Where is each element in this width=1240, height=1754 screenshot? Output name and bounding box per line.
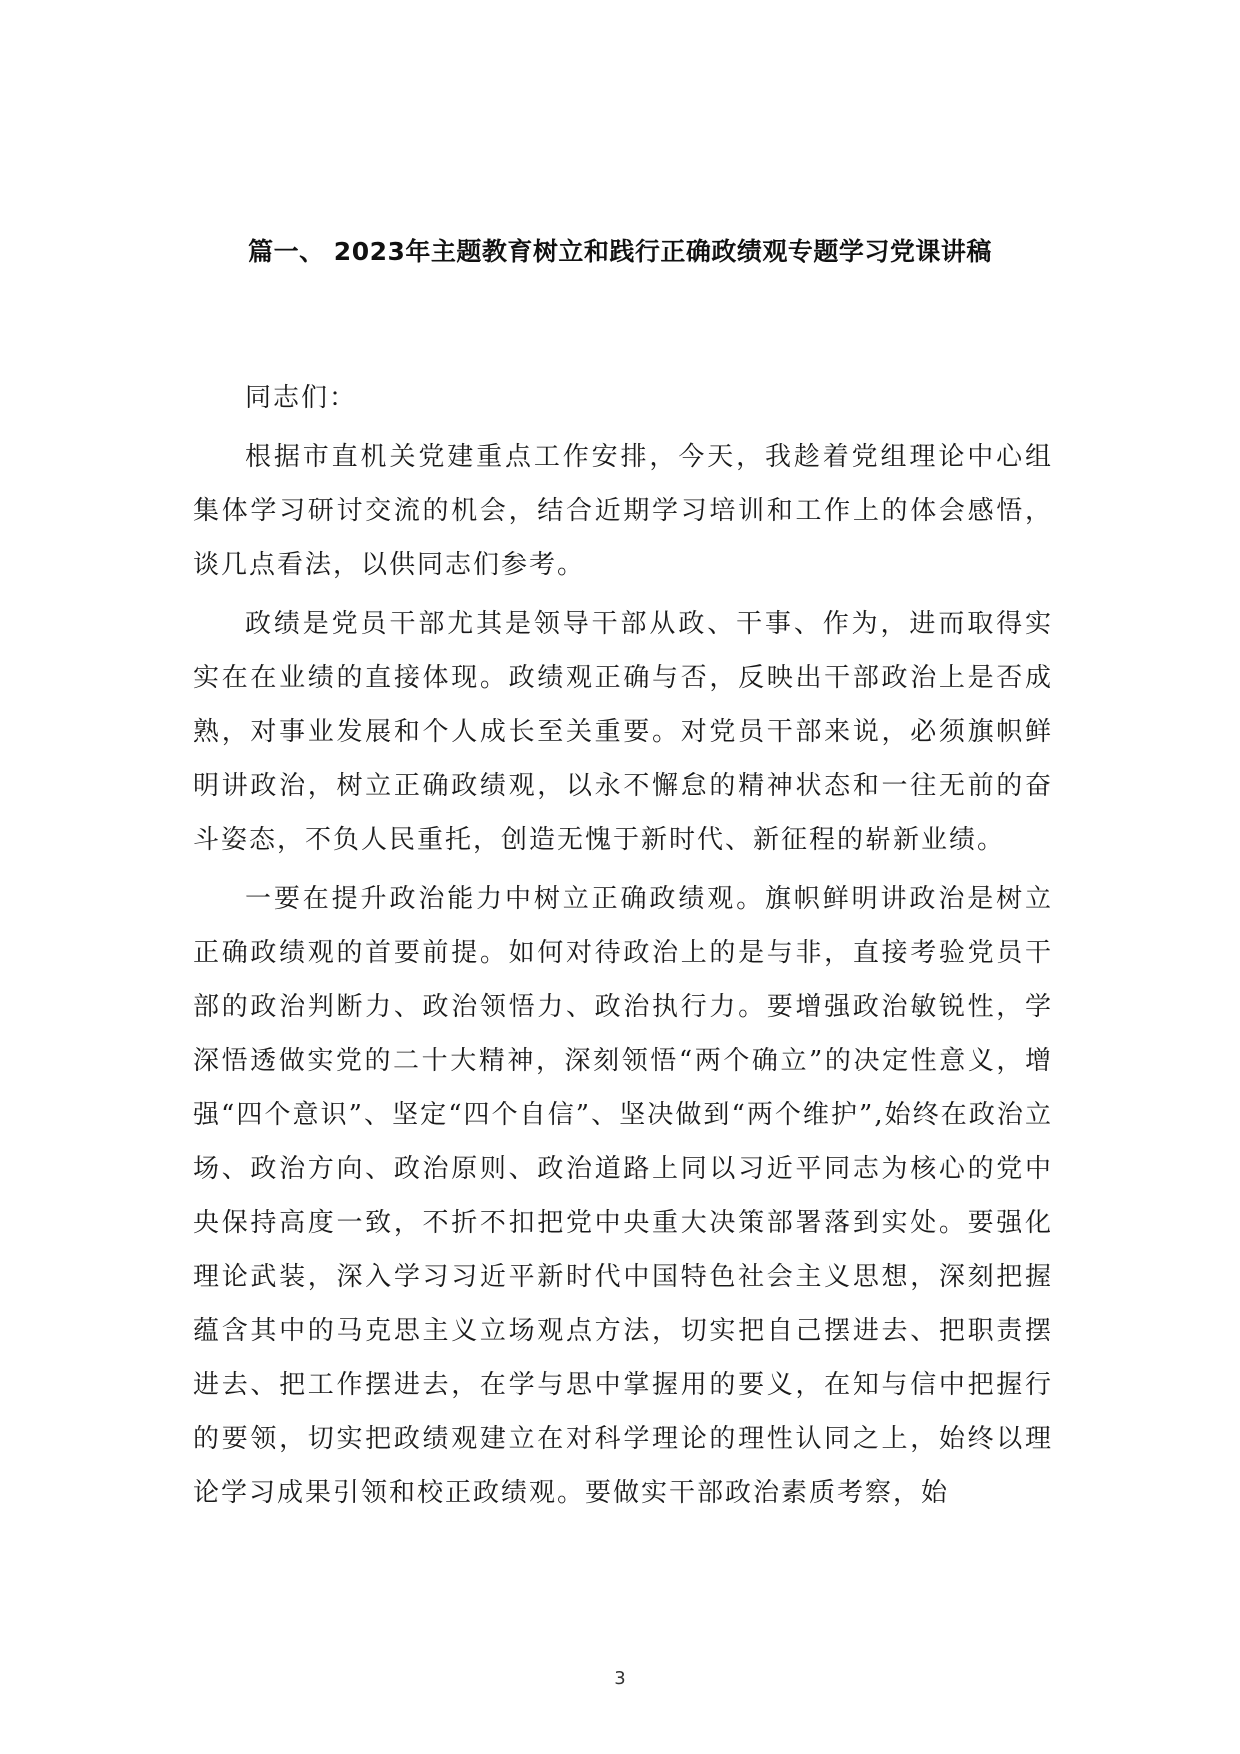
page-number: 3 — [614, 1668, 626, 1689]
paragraph-point-one: 一要在提升政治能力中树立正确政绩观。旗帜鲜明讲政治是树立正确政绩观的首要前提。如何对待政治上的是与非，直接考验党员干部的政治判断力、政治领悟力、政治执行力。要增强政治敏锐性，学深悟透做实党的二十大精神，深刻领悟“两个确立”的决定性意义，增强“四个意识”、坚定“四个自信”、坚决做到“两个维护”,始终在政治立场、政治方向、政治原则、政治道路上同以习近平同志为核心的党中央保持高度一致，不折不扣把党中央重大决策部署落到实处。要强化理论武装，深入学习习近平新时代中国特色社会主义思想，深刻把握蕴含其中的马克思主义立场观点方法，切实把自己摆进去、把职责摆进去、把工作摆进去，在学与思中掌握用的要义，在知与信中把握行的要领，切实把政绩观建立在对科学理论的理性认同之上，始终以理论学习成果引领和校正政绩观。要做实干部政治素质考察，始 — [193, 884, 1053, 1508]
paragraph-intro: 根据市直机关党建重点工作安排，今天，我趁着党组理论中心组集体学习研讨交流的机会，结合近期学习培训和工作上的体会感悟，谈几点看法，以供同志们参考。 — [193, 442, 1053, 580]
greeting: 同志们： — [245, 383, 358, 413]
document-title: 篇一、 2023年主题教育树立和践行正确政绩观专题学习党课讲稿 — [248, 237, 992, 266]
document-body — [193, 371, 1053, 1525]
paragraph-definition: 政绩是党员干部尤其是领导干部从政、干事、作为，进而取得实实在在业绩的直接体现。政绩观正确与否，反映出干部政治上是否成熟，对事业发展和个人成长至关重要。对党员干部来说，必须旗帜鲜明讲政治，树立正确政绩观，以永不懈怠的精神状态和一往无前的奋斗姿态，不负人民重托，创造无愧于新时代、新征程的崭新业绩。 — [193, 609, 1053, 855]
